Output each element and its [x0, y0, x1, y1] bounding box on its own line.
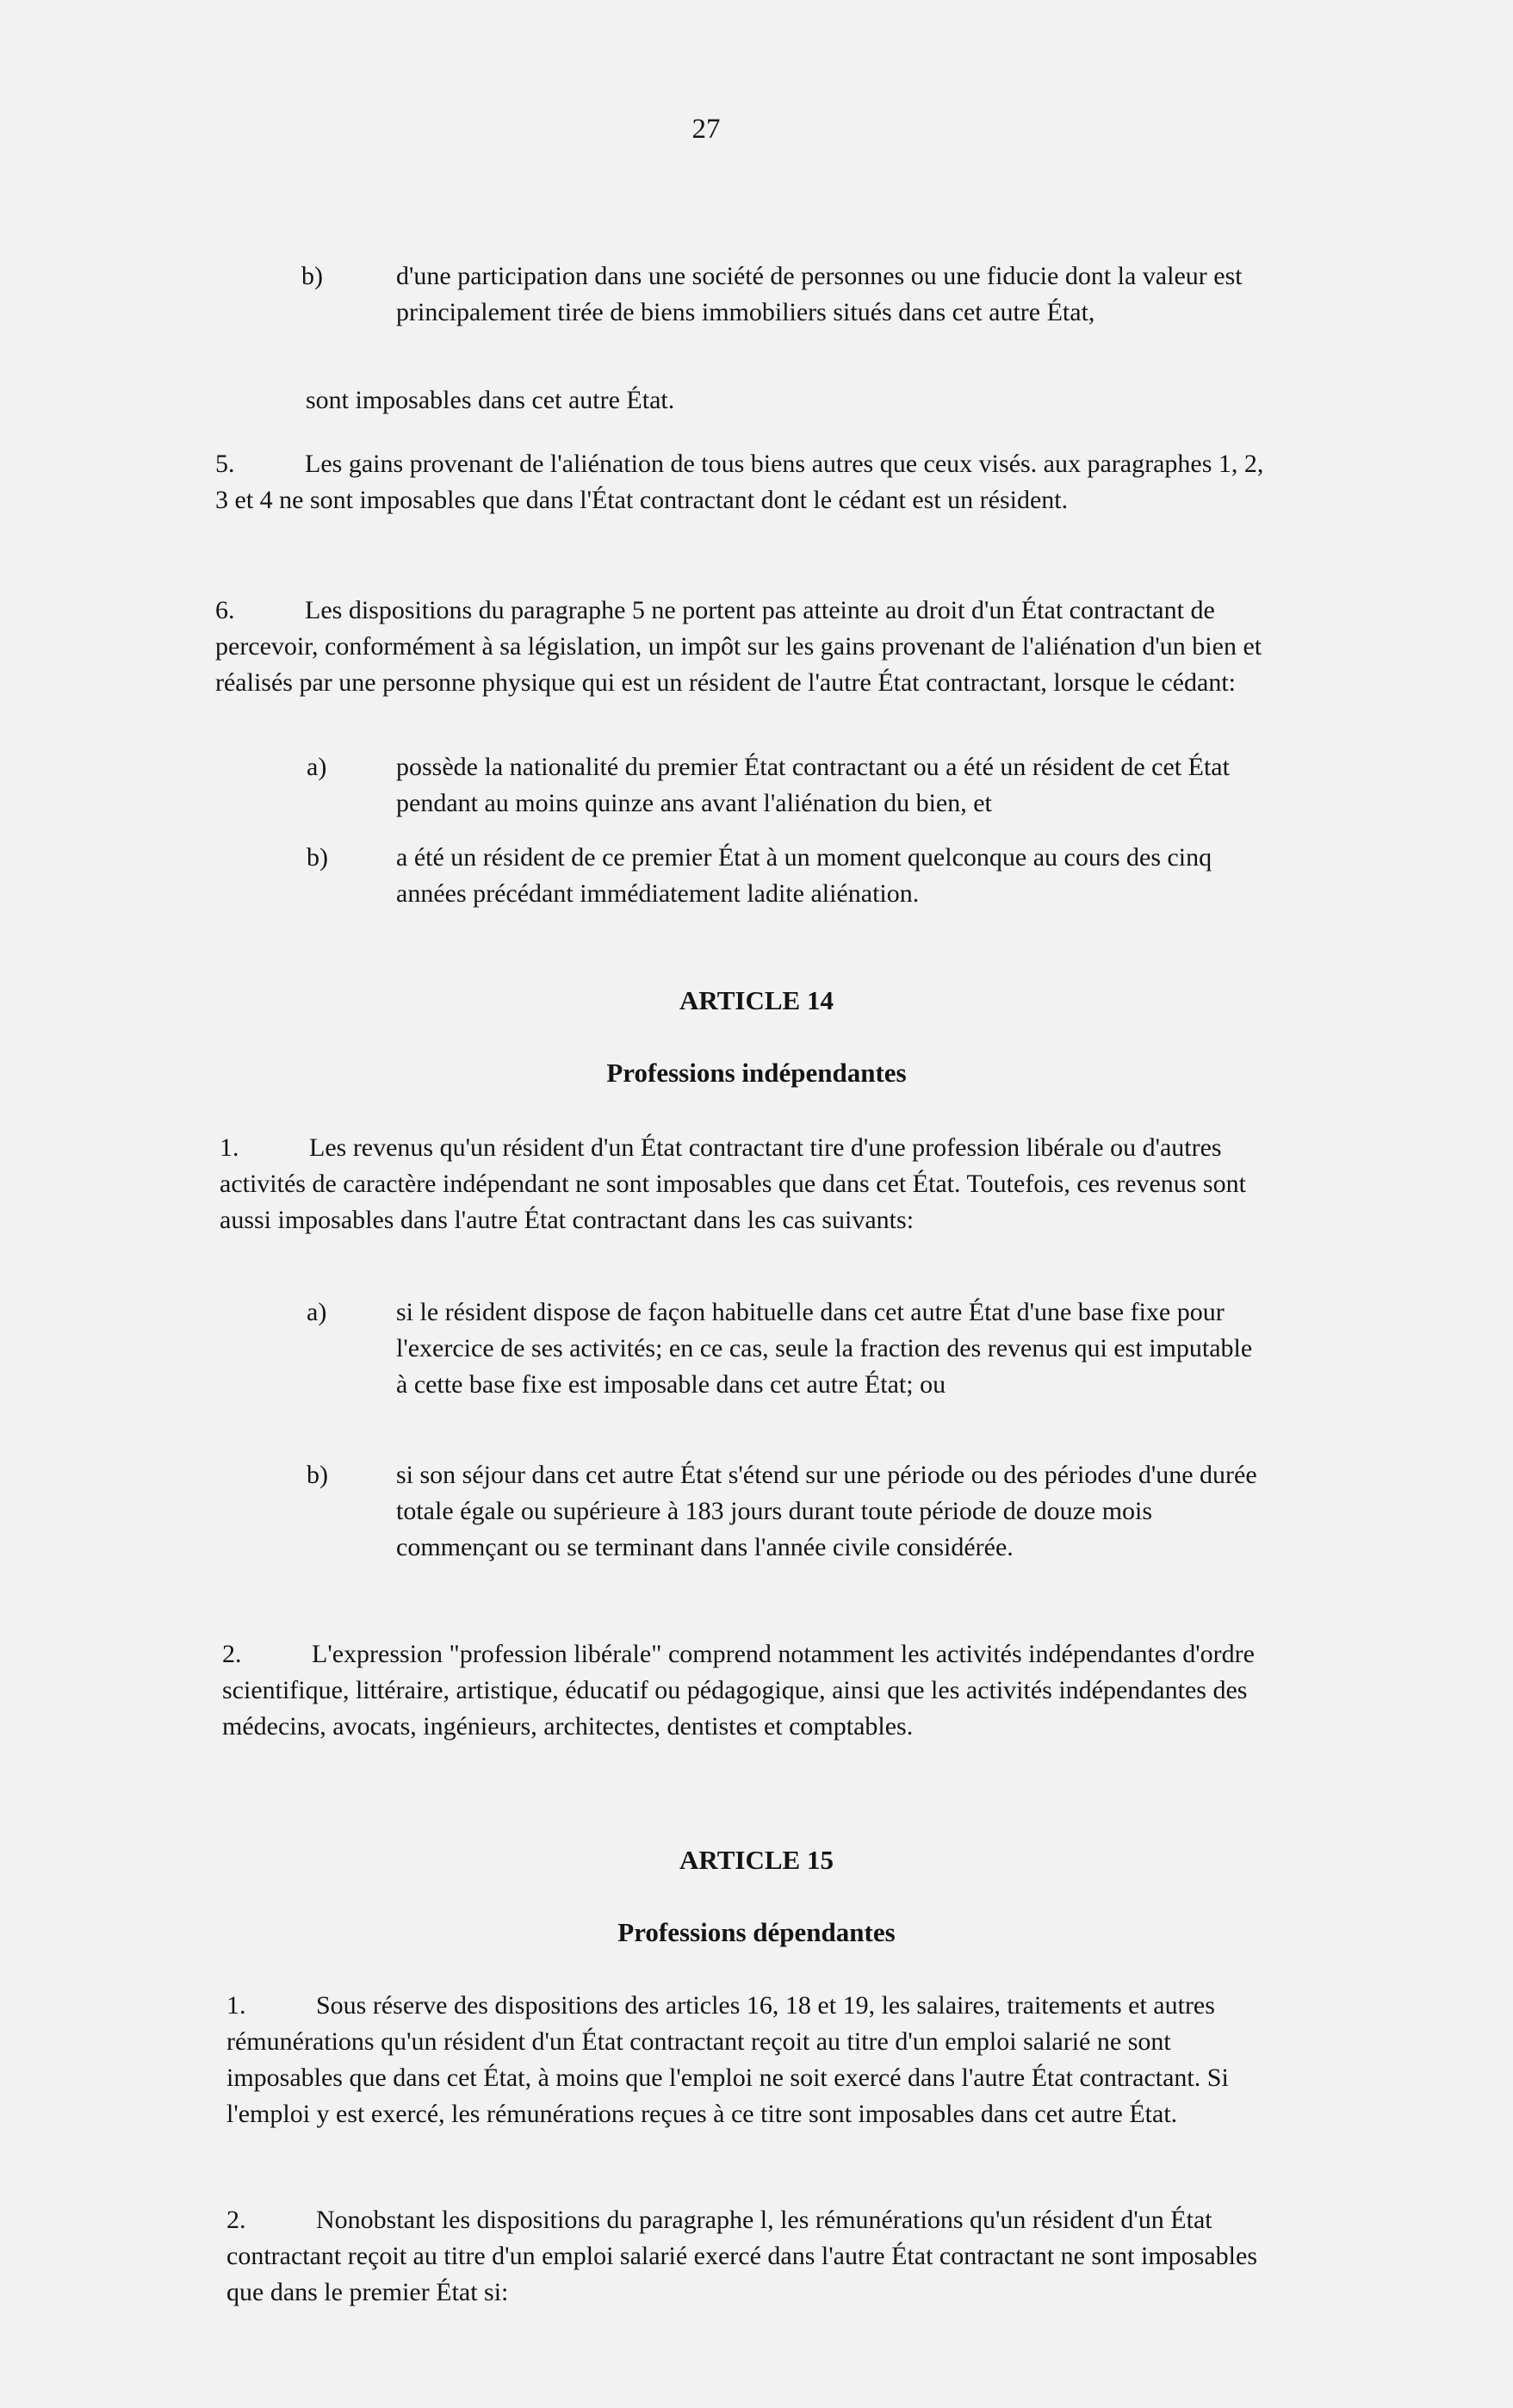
paragraph-text: Les revenus qu'un résident d'un État contractant tire d'une profession libérale ou d'autres activités de caractère indépendant ne sont imposables que dans cet État. Toutefois, ces revenus sont aussi imposables dans l'autre État contractant dans les cas suivants:	[220, 1133, 1246, 1234]
article-14-subtitle: Professions indépendantes	[606, 1058, 907, 1088]
item-text: possède la nationalité du premier État contractant ou a été un résident de cet État pendant au moins quinze ans avant l'aliénation du bien, et	[396, 753, 1230, 817]
article-14-paragraph-2	[222, 1636, 1274, 1745]
paragraph-number: 2.	[226, 2206, 246, 2234]
paragraph-text: Nonobstant les dispositions du paragraphe l, les rémunérations qu'un résident d'un État contractant reçoit au titre d'un emploi salarié exercé dans l'autre État contractant ne sont imposables que dans le premier État si:	[226, 2206, 1257, 2306]
paragraph-text: Les dispositions du paragraphe 5 ne portent pas atteinte au droit d'un État contractant de percevoir, conformément à sa législation, un impôt sur les gains provenant de l'aliénation d'un bien et réalisés par une personne physique qui est un résident de l'autre État contractant, lorsque le cédant:	[215, 596, 1262, 697]
item-label: a)	[307, 1298, 327, 1326]
article-15-title: ARTICLE 15	[679, 1845, 834, 1875]
paragraph-number: 1.	[220, 1133, 239, 1162]
item-text: a été un résident de ce premier État à un moment quelconque au cours des cinq années précédant immédiatement ladite aliénation.	[396, 843, 1212, 908]
item-label: b)	[301, 262, 323, 290]
paragraph-text: Les gains provenant de l'aliénation de tous biens autres que ceux visés. aux paragraphes 1, 2, 3 et 4 ne sont imposables que dans l'État contractant dont le cédant est un résident.	[215, 450, 1264, 514]
paragraph-number: 5.	[215, 450, 235, 478]
item-label: b)	[307, 1461, 328, 1489]
closing-line: sont imposables dans cet autre État.	[306, 386, 675, 414]
article-15-paragraph-1	[226, 1988, 1279, 2132]
paragraph-text: Sous réserve des dispositions des articles 16, 18 et 19, les salaires, traitements et autres rémunérations qu'un résident d'un État contractant reçoit au titre d'un emploi salarié ne sont imposables que dans cet État, à moins que l'emploi ne soit exercé dans l'autre État contractant. Si l'emploi y est exercé, les rémunérations reçues à ce titre sont imposables dans cet autre État.	[226, 1991, 1229, 2128]
paragraph-6	[215, 593, 1268, 701]
paragraph-number: 1.	[226, 1991, 246, 2020]
paragraph-number: 2.	[222, 1640, 242, 1668]
item-text: si le résident dispose de façon habituelle dans cet autre État d'une base fixe pour l'exercice de ses activités; en ce cas, seule la fraction des revenus qui est imputable à cette base fixe est imposable dans cet autre État; ou	[396, 1298, 1253, 1399]
article-14-paragraph-1	[220, 1130, 1272, 1238]
item-text: si son séjour dans cet autre État s'étend sur une période ou des périodes d'une durée totale égale ou supérieure à 183 jours durant toute période de douze mois commençant ou se terminant dans l'année civile considérée.	[396, 1461, 1257, 1561]
item-text: d'une participation dans une société de personnes ou une fiducie dont la valeur est principalement tirée de biens immobiliers situés dans cet autre État,	[396, 262, 1243, 326]
article-15-paragraph-2	[226, 2202, 1279, 2311]
article-15-subtitle: Professions dépendantes	[617, 1917, 896, 1947]
paragraph-text: L'expression "profession libérale" comprend notamment les activités indépendantes d'ordre scientifique, littéraire, artistique, éducatif ou pédagogique, ainsi que les activités indépendantes des médecins, avocats, ingénieurs, architectes, dentistes et comptables.	[222, 1640, 1255, 1741]
item-label: a)	[307, 753, 327, 781]
item-label: b)	[307, 843, 328, 872]
page-number: 27	[691, 114, 721, 145]
paragraph-5	[215, 446, 1268, 518]
article-14-title: ARTICLE 14	[679, 985, 834, 1015]
paragraph-number: 6.	[215, 596, 235, 624]
